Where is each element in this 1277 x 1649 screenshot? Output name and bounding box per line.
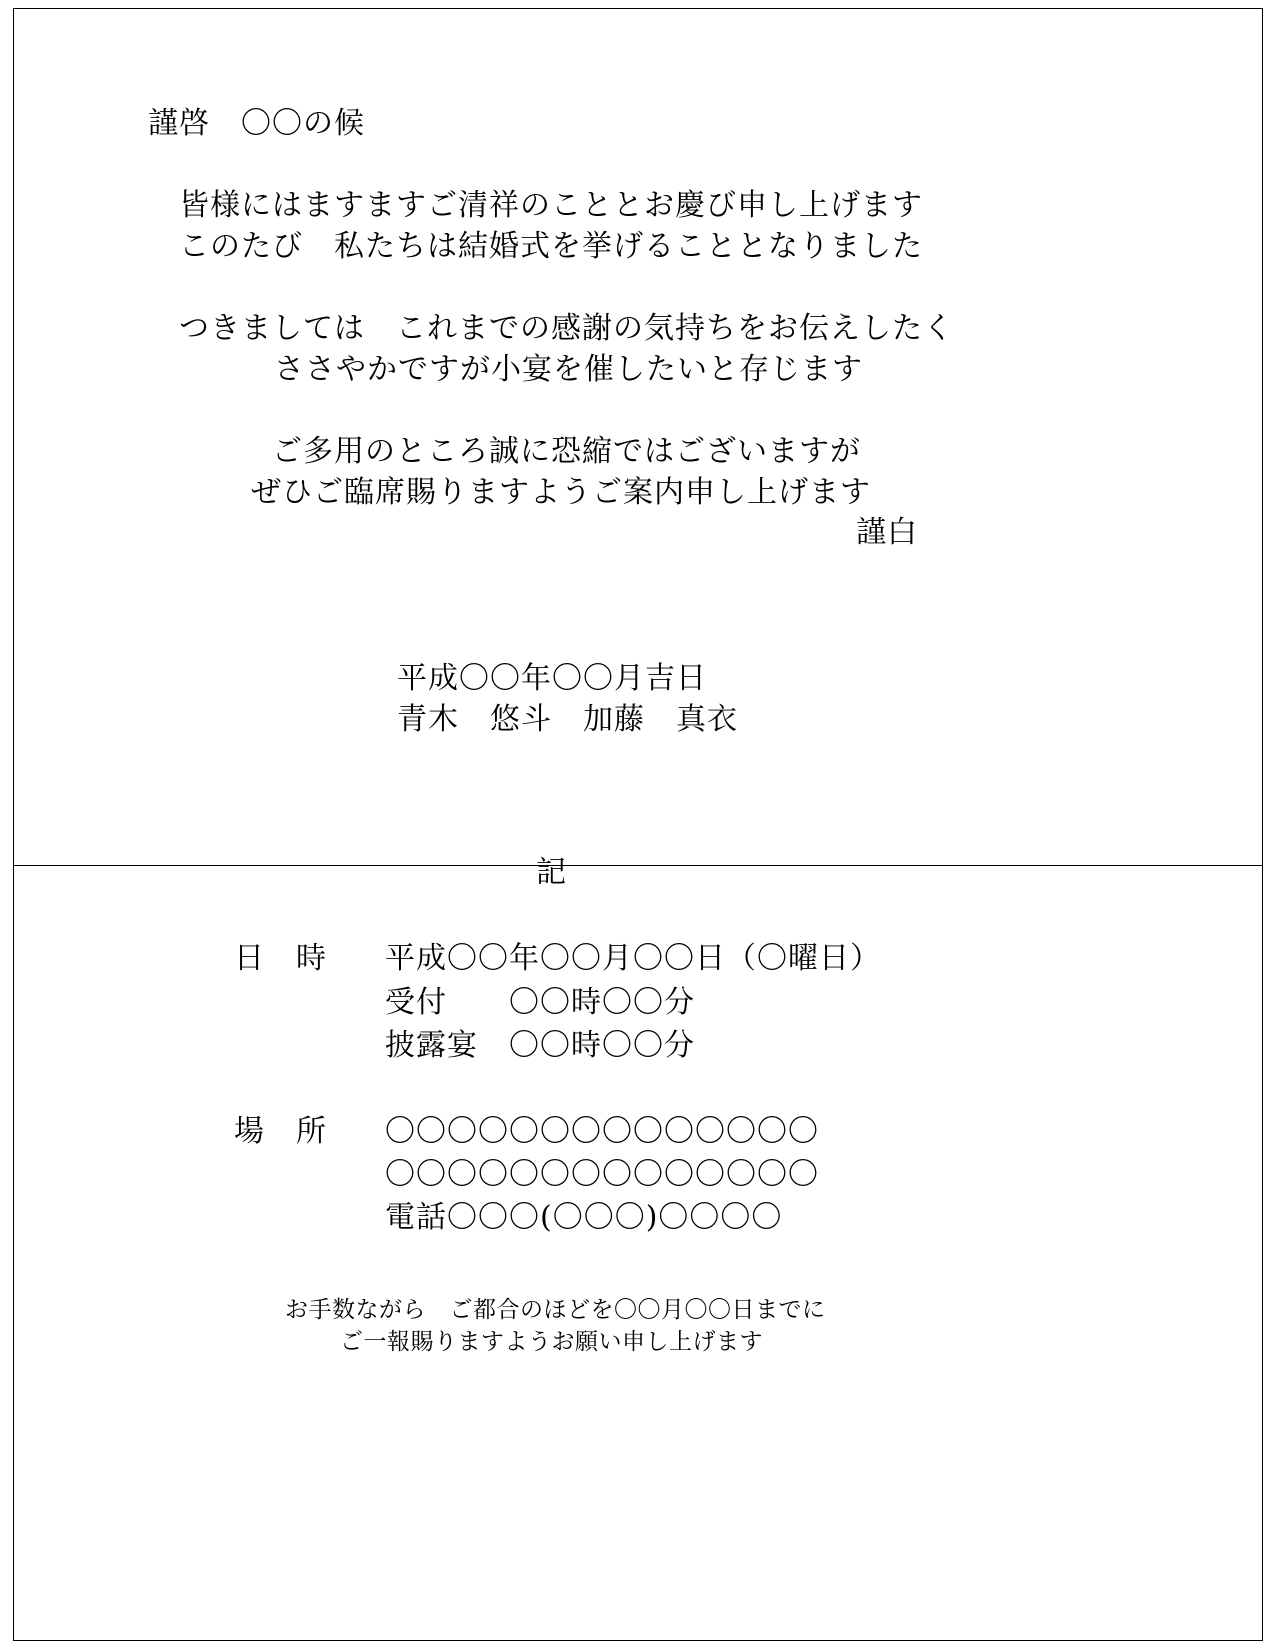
invitation-card	[13, 8, 1263, 866]
date-value: 平成〇〇年〇〇月〇〇日（〇曜日）	[385, 941, 881, 976]
invitation-date: 平成〇〇年〇〇月吉日	[397, 661, 707, 696]
paragraph-2-line-2: ささやかですが小宴を催したいと存じます	[274, 352, 863, 387]
paragraph-3-line-2: ぜひご臨席賜りますようご案内申し上げます	[251, 475, 871, 510]
opening-greeting: 謹啓 〇〇の候	[148, 106, 365, 141]
paragraph-2-line-1: つきましては これまでの感謝の気持ちをお伝えしたく	[179, 311, 954, 346]
sender-names: 青木 悠斗 加藤 真衣	[397, 702, 738, 737]
place-line-2: 〇〇〇〇〇〇〇〇〇〇〇〇〇〇	[385, 1157, 819, 1192]
rsvp-line-1: お手数ながら ご都合のほどを〇〇月〇〇日までに	[285, 1297, 826, 1323]
paragraph-1-line-2: このたび 私たちは結婚式を挙げることとなりました	[179, 229, 923, 264]
banquet-label: 披露宴	[385, 1028, 478, 1063]
phone-number: 電話〇〇〇(〇〇〇)〇〇〇〇	[385, 1200, 783, 1235]
details-heading: 記	[536, 855, 567, 890]
place-line-1: 〇〇〇〇〇〇〇〇〇〇〇〇〇〇	[385, 1114, 819, 1149]
paragraph-1-line-1: 皆様にはますますご清祥のこととお慶び申し上げます	[179, 188, 923, 223]
details-card	[13, 855, 1263, 1641]
datetime-label: 日 時	[234, 941, 327, 976]
banquet-time: 〇〇時〇〇分	[509, 1028, 695, 1063]
place-label: 場 所	[234, 1114, 327, 1149]
rsvp-line-2: ご一報賜りますようお願い申し上げます	[340, 1329, 763, 1355]
closing-word: 謹白	[856, 515, 918, 550]
reception-label: 受付	[385, 985, 447, 1020]
reception-time: 〇〇時〇〇分	[509, 985, 695, 1020]
paragraph-3-line-1: ご多用のところ誠に恐縮ではございますが	[272, 434, 861, 469]
